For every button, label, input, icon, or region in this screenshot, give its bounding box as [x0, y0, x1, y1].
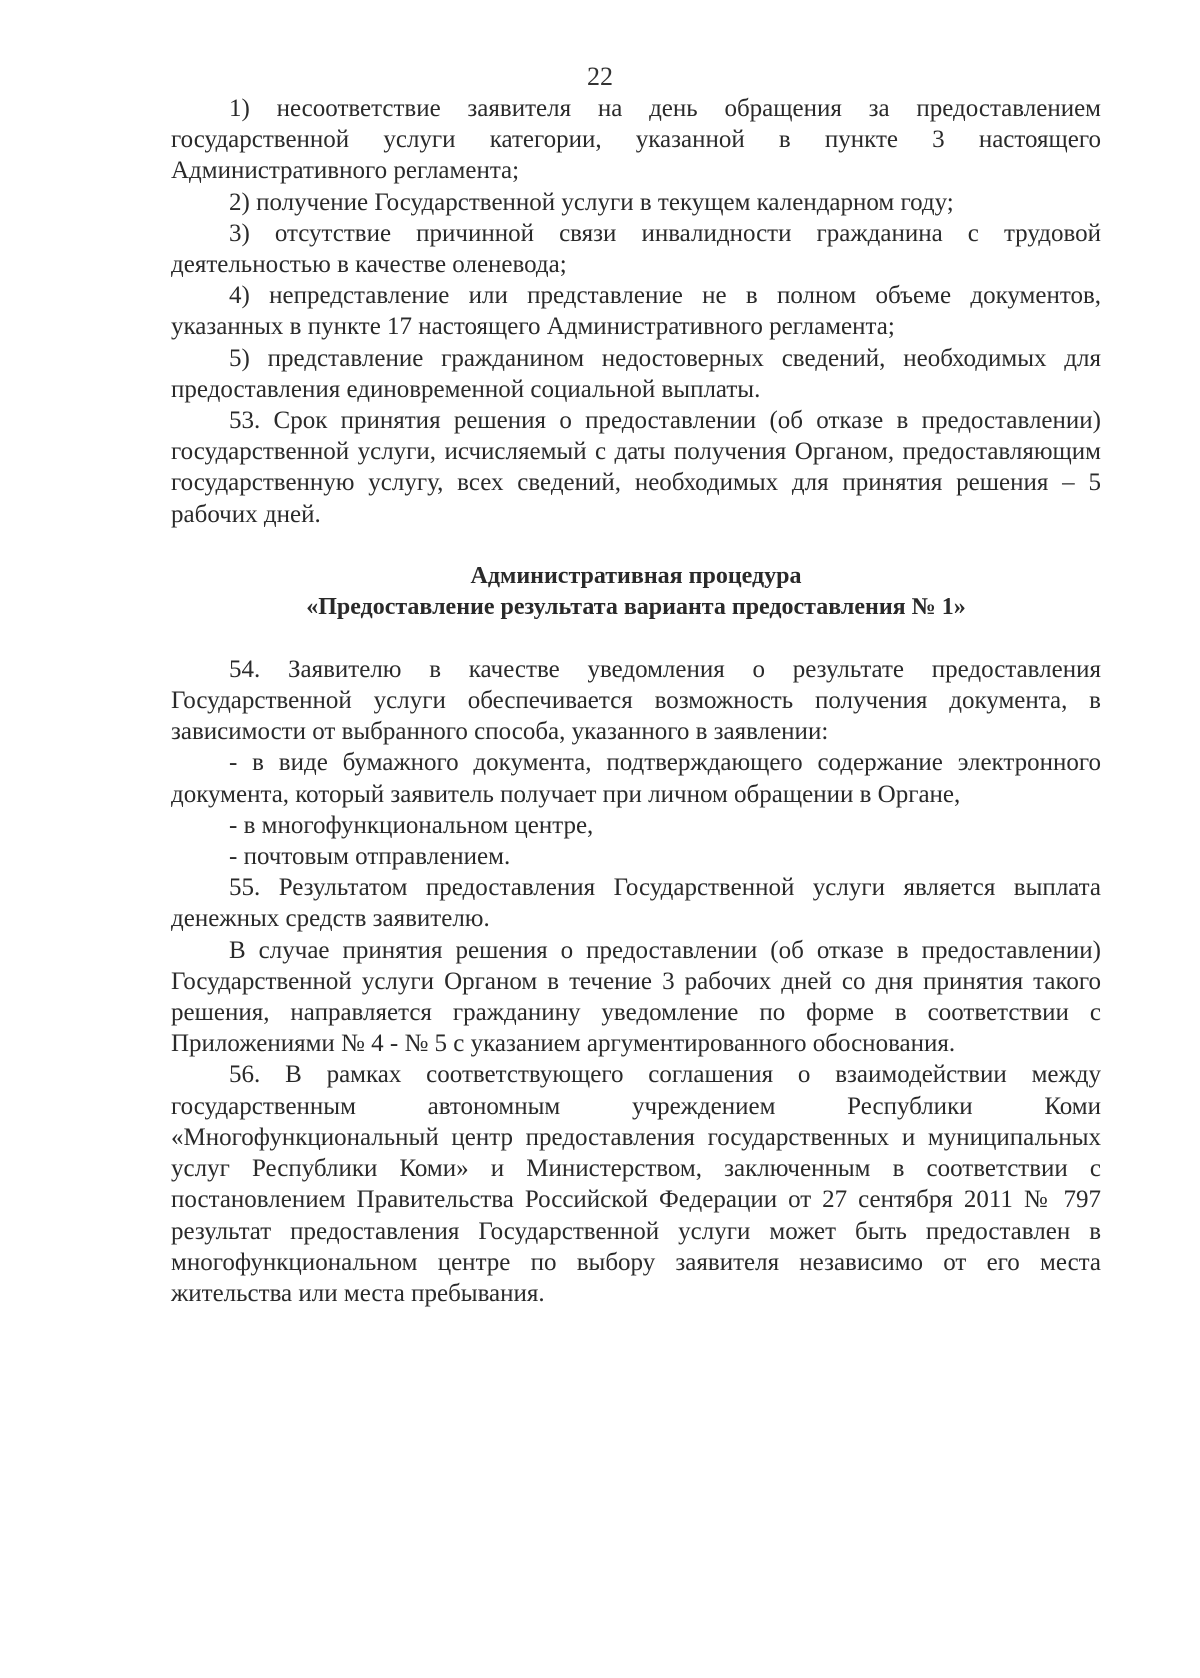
section-heading-line-2: «Предоставление результата варианта предоставления № 1»	[306, 593, 966, 620]
list-item-paper-document: - в виде бумажного документа, подтверждающего содержание электронного документа, который заявитель получает при личном обращении в Органе,	[171, 749, 1101, 808]
paragraph-refusal-reason-1: 1) несоответствие заявителя на день обращения за предоставлением государственной услуги категории, указанной в пункте 3 настоящего Административного регламента;	[171, 95, 1101, 185]
paragraph-refusal-reason-2: 2) получение Государственной услуги в текущем календарном году;	[229, 188, 954, 216]
paragraph-56: 56. В рамках соответствующего соглашения о взаимодействии между государственным автономным учреждением Республики Коми «Многофункциональный центр предоставления государственных и муниципальных услуг Республики Коми» и Министерством, заключенным в соответствии с постановлением Правительства Российской Федерации от 27 сентября 2011 № 797 результат предоставления Государственной услуги может быть предоставлен в многофункциональном центре по выбору заявителя независимо от его места жительства или места пребывания.	[171, 1061, 1101, 1307]
section-heading-line-1: Административная процедура	[470, 562, 802, 589]
list-item-postal: - почтовым отправлением.	[229, 843, 511, 871]
paragraph-53: 53. Срок принятия решения о предоставлении (об отказе в предоставлении) государственной услуги, исчисляемый с даты получения Органом, предоставляющим государственную услугу, всех сведений, необходимых для принятия решения – 5 рабочих дней.	[171, 407, 1101, 528]
spacer	[171, 623, 1101, 654]
page-number: 22	[587, 62, 613, 91]
paragraph-55: 55. Результатом предоставления Государственной услуги является выплата денежных средств заявителю.	[171, 874, 1101, 933]
paragraph-refusal-reason-5: 5) представление гражданином недостоверных сведений, необходимых для предоставления единовременной социальной выплаты.	[171, 344, 1101, 403]
paragraph-refusal-reason-4: 4) непредставление или представление не в полном объеме документов, указанных в пункте 17 настоящего Административного регламента;	[171, 282, 1101, 341]
spacer	[171, 530, 1101, 561]
document-body	[171, 93, 1101, 1309]
paragraph-decision-notice: В случае принятия решения о предоставлении (об отказе в предоставлении) Государственной услуги Органом в течение 3 рабочих дней со дня принятия такого решения, направляется гражданину уведомление по форме в соответствии с Приложениями № 4 - № 5 с указанием аргументированного обоснования.	[171, 936, 1101, 1058]
list-item-mfc: - в многофункциональном центре,	[229, 811, 594, 839]
paragraph-refusal-reason-3: 3) отсутствие причинной связи инвалидности гражданина с трудовой деятельностью в качестве оленевода;	[171, 219, 1101, 279]
paragraph-54: 54. Заявителю в качестве уведомления о результате предоставления Государственной услуги обеспечивается возможность получения документа, в зависимости от выбранного способа, указанного в заявлении:	[171, 655, 1101, 746]
